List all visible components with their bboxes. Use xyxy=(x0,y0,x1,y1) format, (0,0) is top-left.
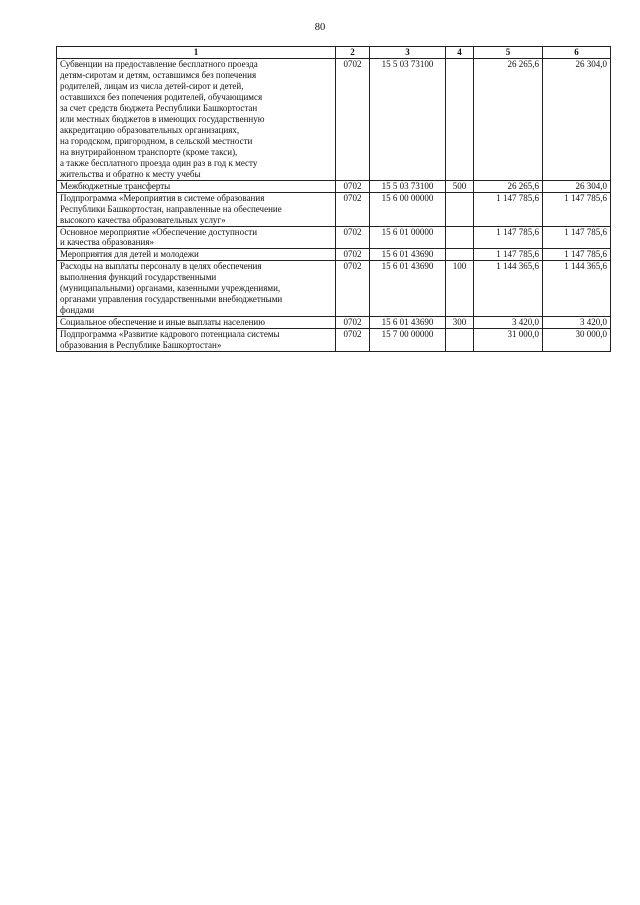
column-header-expense-type: 4 xyxy=(446,47,474,59)
row-amount-2: 1 144 365,6 xyxy=(543,261,611,317)
table-row xyxy=(57,192,611,226)
row-section-code: 0702 xyxy=(336,249,370,261)
table-row xyxy=(57,58,611,180)
table-row xyxy=(57,317,611,329)
row-amount-1: 26 265,6 xyxy=(474,58,543,180)
row-amount-1: 1 147 785,6 xyxy=(474,249,543,261)
row-expense-type-code xyxy=(446,249,474,261)
row-section-code: 0702 xyxy=(336,261,370,317)
row-amount-1: 26 265,6 xyxy=(474,180,543,192)
row-section-code: 0702 xyxy=(336,317,370,329)
column-header-amount-2: 6 xyxy=(543,47,611,59)
row-amount-1: 1 147 785,6 xyxy=(474,226,543,249)
table-row xyxy=(57,249,611,261)
row-name: Подпрограмма «Мероприятия в системе образования Республики Башкортостан, направленные на обеспечение высокого качества образовательных услуг» xyxy=(57,192,336,226)
row-amount-2: 1 147 785,6 xyxy=(543,192,611,226)
row-expense-type-code xyxy=(446,192,474,226)
row-section-code: 0702 xyxy=(336,180,370,192)
row-name: Межбюджетные трансферты xyxy=(57,180,336,192)
row-expense-type-code xyxy=(446,226,474,249)
row-target-item-code: 15 6 01 43690 xyxy=(370,249,446,261)
row-target-item-code: 15 7 00 00000 xyxy=(370,329,446,352)
table-header-row xyxy=(57,47,611,59)
row-amount-2: 3 420,0 xyxy=(543,317,611,329)
row-section-code: 0702 xyxy=(336,58,370,180)
row-target-item-code: 15 6 01 43690 xyxy=(370,261,446,317)
row-name: Основное мероприятие «Обеспечение доступности и качества образования» xyxy=(57,226,336,249)
row-name: Субвенции на предоставление бесплатного проезда детям-сиротам и детям, оставшимся без попечения родителей, лицам из числа детей-сирот и детей, оставшихся без попечения родителей, обучающимся за счет средств бюджета Республики Башкортостан или местных бюджетов в имеющих государственную аккредитацию образовательных организациях, на городском, пригородном, в сельской местности на внутрирайонном транспорте (кроме такси), а также бесплатного проезда один раз в год к месту жительства и обратно к месту учебы xyxy=(57,58,336,180)
column-header-amount-1: 5 xyxy=(474,47,543,59)
row-amount-1: 1 147 785,6 xyxy=(474,192,543,226)
table-row xyxy=(57,180,611,192)
column-header-section: 2 xyxy=(336,47,370,59)
row-amount-1: 31 000,0 xyxy=(474,329,543,352)
row-name: Мероприятия для детей и молодежи xyxy=(57,249,336,261)
page-number: 80 xyxy=(314,22,326,33)
row-name: Социальное обеспечение и иные выплаты населению xyxy=(57,317,336,329)
row-amount-2: 1 147 785,6 xyxy=(543,226,611,249)
row-expense-type-code: 300 xyxy=(446,317,474,329)
column-header-target-item: 3 xyxy=(370,47,446,59)
row-section-code: 0702 xyxy=(336,192,370,226)
row-amount-1: 3 420,0 xyxy=(474,317,543,329)
row-amount-2: 1 147 785,6 xyxy=(543,249,611,261)
row-expense-type-code: 100 xyxy=(446,261,474,317)
row-section-code: 0702 xyxy=(336,226,370,249)
table-row xyxy=(57,226,611,249)
row-amount-2: 30 000,0 xyxy=(543,329,611,352)
row-name: Расходы на выплаты персоналу в целях обеспечения выполнения функций государственными (муниципальными) органами, казенными учреждениями, органами управления государственными внебюджетными фондами xyxy=(57,261,336,317)
budget-table xyxy=(56,46,611,352)
row-amount-1: 1 144 365,6 xyxy=(474,261,543,317)
row-amount-2: 26 304,0 xyxy=(543,180,611,192)
row-section-code: 0702 xyxy=(336,329,370,352)
row-expense-type-code xyxy=(446,329,474,352)
row-expense-type-code: 500 xyxy=(446,180,474,192)
column-header-name: 1 xyxy=(57,47,336,59)
table-row xyxy=(57,329,611,352)
row-target-item-code: 15 5 03 73100 xyxy=(370,180,446,192)
row-expense-type-code xyxy=(446,58,474,180)
row-target-item-code: 15 5 03 73100 xyxy=(370,58,446,180)
row-target-item-code: 15 6 00 00000 xyxy=(370,192,446,226)
row-target-item-code: 15 6 01 00000 xyxy=(370,226,446,249)
table-row xyxy=(57,261,611,317)
row-name: Подпрограмма «Развитие кадрового потенциала системы образования в Республике Башкортостан» xyxy=(57,329,336,352)
row-target-item-code: 15 6 01 43690 xyxy=(370,317,446,329)
row-amount-2: 26 304,0 xyxy=(543,58,611,180)
